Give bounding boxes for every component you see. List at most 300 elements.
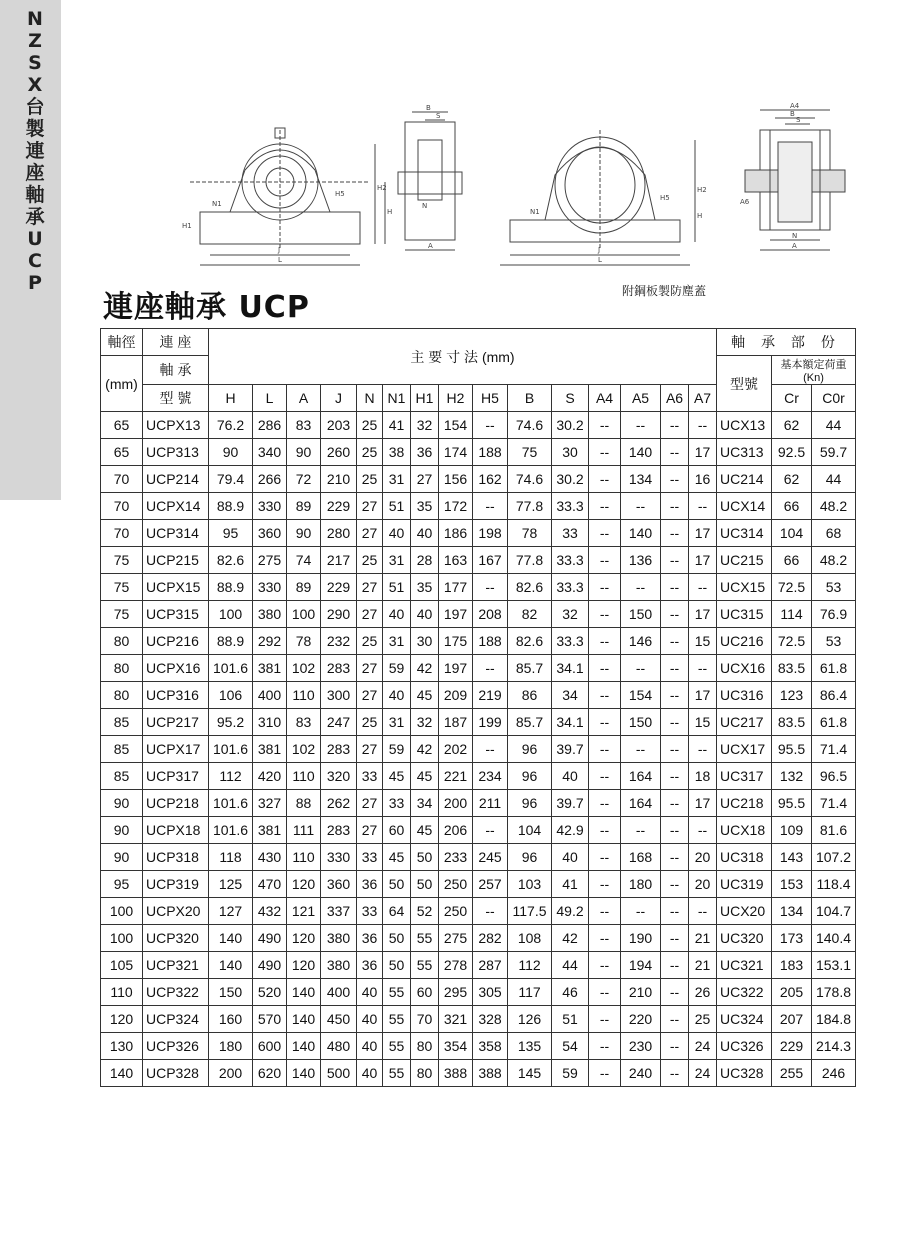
- table-cell: 42: [411, 736, 439, 763]
- table-cell: --: [621, 736, 661, 763]
- table-cell: --: [661, 709, 689, 736]
- table-cell: 27: [357, 574, 383, 601]
- table-cell: UCP314: [143, 520, 209, 547]
- table-cell: 229: [772, 1033, 812, 1060]
- table-cell: 89: [287, 574, 321, 601]
- table-cell: 70: [101, 466, 143, 493]
- table-cell: 140.4: [812, 925, 856, 952]
- table-cell: 31: [383, 628, 411, 655]
- table-cell: UCP324: [143, 1006, 209, 1033]
- table-row: [101, 952, 856, 979]
- table-cell: 44: [812, 466, 856, 493]
- table-cell: 283: [321, 736, 357, 763]
- table-cell: 88.9: [209, 493, 253, 520]
- table-cell: 59.7: [812, 439, 856, 466]
- table-cell: 110: [101, 979, 143, 1006]
- table-cell: 206: [439, 817, 473, 844]
- table-cell: 17: [689, 682, 717, 709]
- table-cell: 60: [383, 817, 411, 844]
- table-cell: 167: [473, 547, 508, 574]
- table-cell: --: [589, 736, 621, 763]
- table-cell: 74.6: [508, 466, 552, 493]
- table-cell: 31: [383, 547, 411, 574]
- table-cell: 118.4: [812, 871, 856, 898]
- table-cell: --: [689, 412, 717, 439]
- table-cell: 120: [101, 1006, 143, 1033]
- table-cell: 27: [357, 817, 383, 844]
- table-cell: 172: [439, 493, 473, 520]
- table-cell: 90: [101, 844, 143, 871]
- drawing1-label-l: L: [278, 256, 282, 264]
- table-cell: 90: [287, 520, 321, 547]
- table-row: [101, 547, 856, 574]
- table-cell: 154: [621, 682, 661, 709]
- table-cell: UCPX13: [143, 412, 209, 439]
- table-cell: 15: [689, 709, 717, 736]
- table-cell: 257: [473, 871, 508, 898]
- table-cell: 234: [473, 763, 508, 790]
- table-cell: 278: [439, 952, 473, 979]
- table-cell: 107.2: [812, 844, 856, 871]
- table-cell: 71.4: [812, 736, 856, 763]
- table-cell: 96: [508, 790, 552, 817]
- table-cell: 188: [473, 628, 508, 655]
- table-cell: 78: [287, 628, 321, 655]
- table-cell: 90: [101, 817, 143, 844]
- table-cell: 42: [552, 925, 589, 952]
- table-cell: 30.2: [552, 466, 589, 493]
- table-cell: --: [661, 601, 689, 628]
- table-cell: 360: [253, 520, 287, 547]
- table-cell: 101.6: [209, 790, 253, 817]
- table-cell: 295: [439, 979, 473, 1006]
- table-cell: 174: [439, 439, 473, 466]
- table-cell: 247: [321, 709, 357, 736]
- table-cell: 354: [439, 1033, 473, 1060]
- table-cell: 95.5: [772, 736, 812, 763]
- table-cell: 85.7: [508, 655, 552, 682]
- table-cell: 162: [473, 466, 508, 493]
- table-cell: 283: [321, 817, 357, 844]
- table-row: [101, 763, 856, 790]
- table-cell: 250: [439, 898, 473, 925]
- table-cell: 40: [411, 520, 439, 547]
- table-cell: 140: [287, 1006, 321, 1033]
- table-cell: 35: [411, 493, 439, 520]
- table-cell: --: [661, 952, 689, 979]
- table-cell: 287: [473, 952, 508, 979]
- drawing4-label-n: N: [792, 232, 798, 240]
- table-cell: 140: [287, 1060, 321, 1087]
- table-cell: --: [661, 466, 689, 493]
- table-cell: --: [661, 925, 689, 952]
- table-row: [101, 466, 856, 493]
- table-cell: --: [589, 790, 621, 817]
- table-cell: UCP321: [143, 952, 209, 979]
- table-cell: 59: [552, 1060, 589, 1087]
- table-cell: --: [621, 493, 661, 520]
- table-cell: --: [473, 493, 508, 520]
- table-cell: --: [589, 412, 621, 439]
- table-cell: 95.2: [209, 709, 253, 736]
- table-cell: 78: [508, 520, 552, 547]
- table-cell: 184.8: [812, 1006, 856, 1033]
- table-row: [101, 412, 856, 439]
- table-cell: 25: [357, 628, 383, 655]
- table-cell: 45: [411, 817, 439, 844]
- table-cell: 160: [209, 1006, 253, 1033]
- table-cell: 388: [439, 1060, 473, 1087]
- table-cell: 36: [357, 952, 383, 979]
- table-cell: 92.5: [772, 439, 812, 466]
- table-cell: --: [661, 871, 689, 898]
- table-cell: 74: [287, 547, 321, 574]
- table-cell: UCPX14: [143, 493, 209, 520]
- table-cell: 33: [383, 790, 411, 817]
- table-cell: 68: [812, 520, 856, 547]
- table-row: [101, 898, 856, 925]
- table-cell: --: [589, 466, 621, 493]
- table-cell: 430: [253, 844, 287, 871]
- technical-drawings: [170, 100, 870, 275]
- table-cell: --: [589, 817, 621, 844]
- table-cell: 337: [321, 898, 357, 925]
- table-cell: 26: [689, 979, 717, 1006]
- table-cell: 24: [689, 1033, 717, 1060]
- table-cell: 40: [357, 1006, 383, 1033]
- table-cell: 520: [253, 979, 287, 1006]
- header-dim: A4: [589, 385, 621, 412]
- table-cell: 27: [411, 466, 439, 493]
- table-cell: UC324: [717, 1006, 772, 1033]
- table-cell: 432: [253, 898, 287, 925]
- header-load-unit: (Kn): [803, 372, 824, 384]
- table-cell: 70: [101, 520, 143, 547]
- table-cell: 20: [689, 844, 717, 871]
- table-cell: UCP326: [143, 1033, 209, 1060]
- table-cell: 39.7: [552, 790, 589, 817]
- table-cell: 25: [357, 466, 383, 493]
- table-cell: 153.1: [812, 952, 856, 979]
- table-cell: 61.8: [812, 655, 856, 682]
- table-cell: UCX13: [717, 412, 772, 439]
- table-cell: 64: [383, 898, 411, 925]
- table-cell: 50: [383, 925, 411, 952]
- table-row: [101, 682, 856, 709]
- table-cell: 400: [321, 979, 357, 1006]
- table-row: [101, 1060, 856, 1087]
- table-cell: 32: [552, 601, 589, 628]
- table-cell: 40: [357, 1060, 383, 1087]
- table-row: [101, 574, 856, 601]
- table-cell: 570: [253, 1006, 287, 1033]
- table-cell: 55: [383, 979, 411, 1006]
- table-cell: 400: [253, 682, 287, 709]
- table-cell: 305: [473, 979, 508, 1006]
- table-cell: 18: [689, 763, 717, 790]
- table-cell: 198: [473, 520, 508, 547]
- header-load-rating-label: 基本額定荷重: [780, 359, 847, 371]
- table-cell: 90: [101, 790, 143, 817]
- table-cell: --: [473, 898, 508, 925]
- table-row: [101, 925, 856, 952]
- table-cell: --: [661, 979, 689, 1006]
- table-cell: 41: [552, 871, 589, 898]
- table-cell: --: [621, 412, 661, 439]
- table-cell: 55: [383, 1033, 411, 1060]
- table-cell: 33: [552, 520, 589, 547]
- table-cell: --: [473, 574, 508, 601]
- drawing1-label-n1: N1: [212, 200, 222, 208]
- table-cell: 40: [383, 682, 411, 709]
- table-cell: 330: [253, 493, 287, 520]
- drawing4-label-s: S: [796, 116, 801, 124]
- table-cell: 70: [101, 493, 143, 520]
- table-cell: 117.5: [508, 898, 552, 925]
- table-cell: 153: [772, 871, 812, 898]
- table-row: [101, 736, 856, 763]
- table-cell: 186: [439, 520, 473, 547]
- table-cell: 168: [621, 844, 661, 871]
- table-cell: --: [589, 1006, 621, 1033]
- table-cell: 154: [439, 412, 473, 439]
- table-cell: 89: [287, 493, 321, 520]
- section-view-drawing: [745, 110, 845, 250]
- table-cell: 620: [253, 1060, 287, 1087]
- header-dim: A6: [661, 385, 689, 412]
- table-cell: 112: [508, 952, 552, 979]
- table-cell: UCPX18: [143, 817, 209, 844]
- table-cell: 32: [411, 709, 439, 736]
- table-cell: 120: [287, 952, 321, 979]
- table-cell: 70: [411, 1006, 439, 1033]
- table-cell: 71.4: [812, 790, 856, 817]
- table-cell: UCX16: [717, 655, 772, 682]
- table-row: [101, 979, 856, 1006]
- table-cell: UCP217: [143, 709, 209, 736]
- table-cell: 82.6: [508, 628, 552, 655]
- table-cell: --: [589, 1033, 621, 1060]
- table-cell: --: [661, 1060, 689, 1087]
- table-cell: 86: [508, 682, 552, 709]
- table-cell: 76.2: [209, 412, 253, 439]
- table-cell: --: [589, 925, 621, 952]
- table-cell: 80: [411, 1060, 439, 1087]
- drawing2-label-s: S: [436, 112, 441, 120]
- table-cell: 132: [772, 763, 812, 790]
- table-cell: UCP318: [143, 844, 209, 871]
- front-view-drawing: [190, 128, 385, 265]
- table-cell: 53: [812, 628, 856, 655]
- table-cell: --: [661, 1033, 689, 1060]
- table-cell: 208: [473, 601, 508, 628]
- table-cell: 33: [357, 763, 383, 790]
- table-cell: 140: [209, 952, 253, 979]
- table-cell: 140: [101, 1060, 143, 1087]
- table-cell: 211: [473, 790, 508, 817]
- table-cell: 187: [439, 709, 473, 736]
- table-cell: 490: [253, 952, 287, 979]
- side-view-drawing: [398, 112, 462, 250]
- table-cell: 145: [508, 1060, 552, 1087]
- table-cell: 360: [321, 871, 357, 898]
- table-cell: 25: [357, 439, 383, 466]
- table-cell: 96: [508, 844, 552, 871]
- drawing2-label-a: A: [428, 242, 433, 250]
- table-cell: 260: [321, 439, 357, 466]
- table-cell: 27: [357, 601, 383, 628]
- table-cell: --: [589, 601, 621, 628]
- table-row: [101, 1033, 856, 1060]
- header-unit-line1: 連 座: [143, 329, 209, 356]
- table-cell: 34.1: [552, 709, 589, 736]
- table-cell: 21: [689, 925, 717, 952]
- table-cell: 88.9: [209, 574, 253, 601]
- table-cell: 232: [321, 628, 357, 655]
- table-cell: 310: [253, 709, 287, 736]
- table-cell: 420: [253, 763, 287, 790]
- drawing3-label-h5: H5: [660, 194, 670, 202]
- table-cell: --: [589, 871, 621, 898]
- table-cell: 75: [101, 601, 143, 628]
- table-cell: 95.5: [772, 790, 812, 817]
- table-cell: --: [473, 817, 508, 844]
- table-cell: 106: [209, 682, 253, 709]
- table-cell: 230: [621, 1033, 661, 1060]
- table-cell: 17: [689, 601, 717, 628]
- table-cell: --: [589, 952, 621, 979]
- table-cell: 25: [357, 547, 383, 574]
- side-tab-text: NZSX台製連座軸承UCP: [25, 8, 45, 294]
- table-cell: UCPX17: [143, 736, 209, 763]
- drawing3-label-h2: H2: [697, 186, 707, 194]
- table-cell: 156: [439, 466, 473, 493]
- table-cell: 85: [101, 709, 143, 736]
- table-cell: 101.6: [209, 736, 253, 763]
- table-cell: 134: [772, 898, 812, 925]
- table-cell: UCX14: [717, 493, 772, 520]
- table-cell: 340: [253, 439, 287, 466]
- table-cell: 76.9: [812, 601, 856, 628]
- table-cell: UCPX20: [143, 898, 209, 925]
- table-row: [101, 790, 856, 817]
- table-cell: 175: [439, 628, 473, 655]
- header-dim: B: [508, 385, 552, 412]
- table-cell: 381: [253, 817, 287, 844]
- table-cell: 250: [439, 871, 473, 898]
- table-cell: 283: [321, 655, 357, 682]
- table-cell: 101.6: [209, 817, 253, 844]
- table-cell: 44: [552, 952, 589, 979]
- table-cell: 79.4: [209, 466, 253, 493]
- table-cell: 45: [411, 763, 439, 790]
- table-cell: 80: [411, 1033, 439, 1060]
- drawing1-label-h1: H1: [182, 222, 192, 230]
- table-cell: 105: [101, 952, 143, 979]
- table-cell: 121: [287, 898, 321, 925]
- table-cell: --: [661, 412, 689, 439]
- table-cell: --: [473, 412, 508, 439]
- table-cell: 100: [209, 601, 253, 628]
- side-tab: [0, 0, 61, 500]
- table-cell: 300: [321, 682, 357, 709]
- drawing4-label-a: A: [792, 242, 797, 250]
- table-cell: 197: [439, 655, 473, 682]
- table-cell: 36: [357, 871, 383, 898]
- drawing2-label-n: N: [422, 202, 428, 210]
- table-cell: --: [589, 682, 621, 709]
- table-cell: 66: [772, 547, 812, 574]
- table-cell: 51: [383, 493, 411, 520]
- table-cell: 381: [253, 736, 287, 763]
- table-cell: 282: [473, 925, 508, 952]
- table-cell: --: [589, 763, 621, 790]
- table-row: [101, 628, 856, 655]
- table-cell: 40: [357, 1033, 383, 1060]
- table-cell: 90: [209, 439, 253, 466]
- table-cell: 39.7: [552, 736, 589, 763]
- drawing4-label-a6: A6: [740, 198, 750, 206]
- table-cell: 45: [383, 763, 411, 790]
- table-cell: UCX17: [717, 736, 772, 763]
- table-cell: 280: [321, 520, 357, 547]
- table-cell: UC317: [717, 763, 772, 790]
- table-cell: --: [661, 682, 689, 709]
- table-cell: 320: [321, 763, 357, 790]
- table-cell: 229: [321, 574, 357, 601]
- table-cell: --: [473, 736, 508, 763]
- table-cell: 380: [321, 925, 357, 952]
- table-cell: --: [661, 844, 689, 871]
- table-cell: 450: [321, 1006, 357, 1033]
- table-cell: 164: [621, 763, 661, 790]
- table-cell: 60: [411, 979, 439, 1006]
- table-cell: UC318: [717, 844, 772, 871]
- table-cell: --: [589, 574, 621, 601]
- header-shaft-line1: 軸徑: [101, 329, 143, 356]
- table-cell: UC214: [717, 466, 772, 493]
- drawing3-label-n1: N1: [530, 208, 540, 216]
- table-row: [101, 871, 856, 898]
- table-cell: UCP317: [143, 763, 209, 790]
- spec-table: [100, 328, 856, 1087]
- table-cell: --: [589, 493, 621, 520]
- table-cell: 62: [772, 412, 812, 439]
- drawing4-label-a4: A4: [790, 102, 800, 110]
- table-cell: 197: [439, 601, 473, 628]
- drawing3-label-h: H: [697, 212, 703, 220]
- table-cell: 82.6: [209, 547, 253, 574]
- table-cell: --: [589, 547, 621, 574]
- table-cell: 134: [621, 466, 661, 493]
- table-cell: 245: [473, 844, 508, 871]
- table-cell: 38: [383, 439, 411, 466]
- table-cell: UCP328: [143, 1060, 209, 1087]
- table-cell: 255: [772, 1060, 812, 1087]
- table-cell: 34.1: [552, 655, 589, 682]
- table-cell: 88: [287, 790, 321, 817]
- table-cell: 96: [508, 736, 552, 763]
- header-dim: N1: [383, 385, 411, 412]
- table-row: [101, 520, 856, 547]
- table-cell: 210: [621, 979, 661, 1006]
- table-cell: UCP315: [143, 601, 209, 628]
- table-cell: --: [589, 628, 621, 655]
- table-cell: 27: [357, 736, 383, 763]
- table-cell: 146: [621, 628, 661, 655]
- table-cell: --: [689, 898, 717, 925]
- table-cell: 150: [621, 601, 661, 628]
